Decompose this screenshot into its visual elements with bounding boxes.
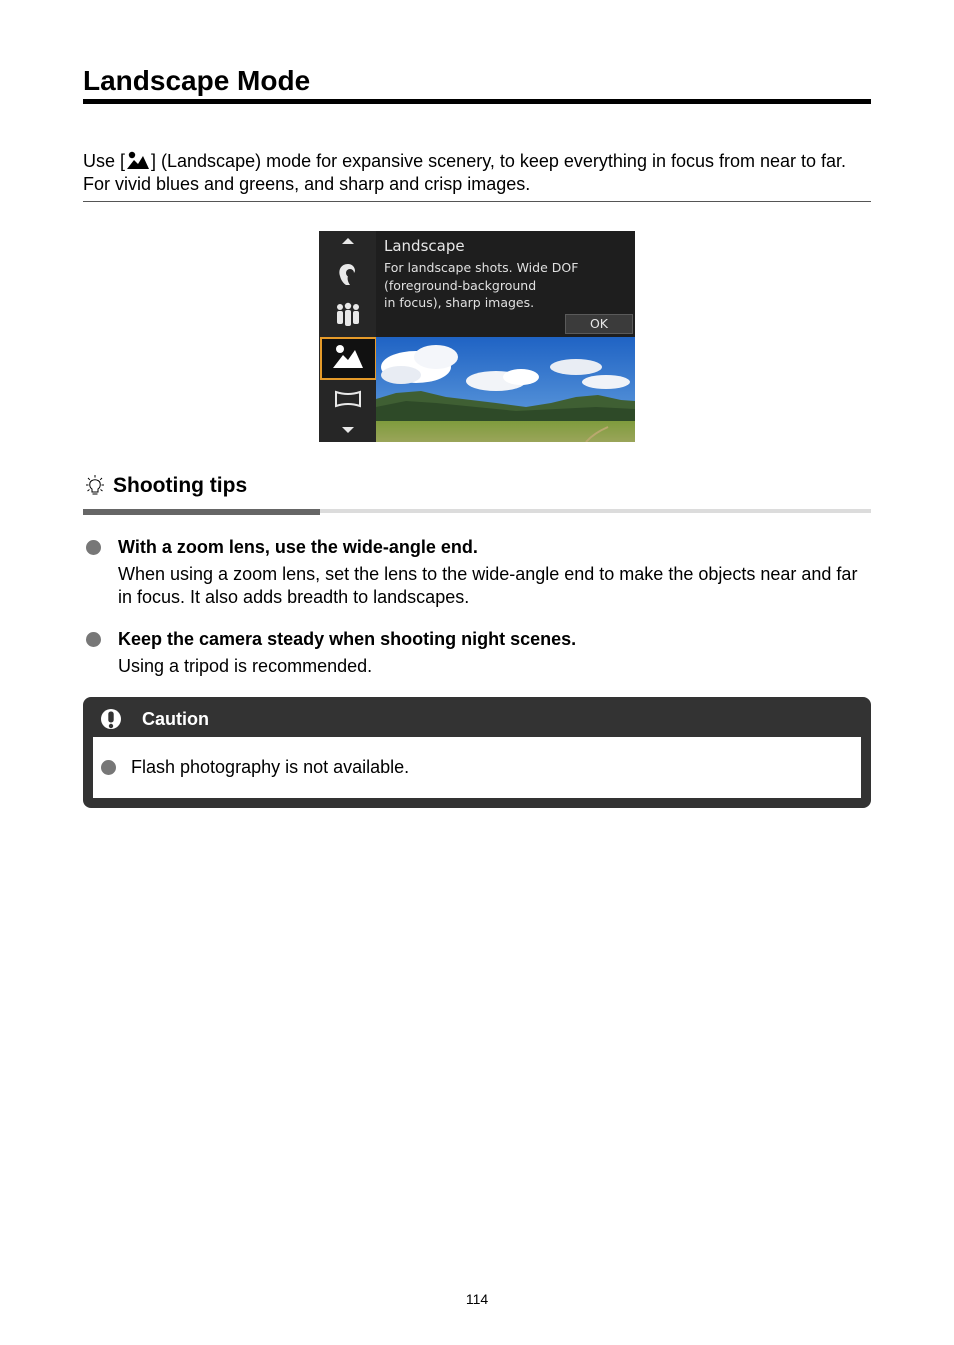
caution-item: Flash photography is not available. [131, 757, 410, 777]
intro-text-before: Use [ [83, 151, 126, 171]
mode-description [384, 259, 629, 312]
bullet-icon [86, 632, 101, 647]
bullet-icon [86, 540, 101, 555]
caution-label: Caution [142, 708, 209, 729]
landscape-icon [319, 343, 376, 369]
title-divider [83, 99, 871, 104]
tip-title: Keep the camera steady when shooting night scenes. [118, 629, 577, 649]
shooting-tips-heading [83, 474, 247, 498]
lightbulb-icon [83, 474, 107, 498]
caution-icon [100, 708, 122, 730]
mode-description-line: For landscape shots. Wide DOF [384, 260, 579, 275]
caution-content [93, 737, 861, 798]
intro-text-after: ] (Landscape) mode for expansive scenery, to keep everything in focus from near to far. For vivid blues and greens, and sharp and crisp images. [83, 151, 847, 194]
up-arrow-icon [319, 237, 376, 245]
intro-divider [83, 201, 871, 202]
panoramic-icon [319, 389, 376, 409]
down-arrow-icon [319, 426, 376, 434]
bullet-icon [101, 760, 116, 775]
tip-body: When using a zoom lens, set the lens to the wide-angle end to make the objects near and far in focus. It also adds breadth to landscapes. [118, 564, 858, 607]
group-photo-icon [319, 302, 376, 328]
shooting-tips-title: Shooting tips [113, 474, 248, 497]
landscape-mode-icon [126, 151, 150, 170]
caution-header [100, 706, 209, 732]
mode-sidebar [319, 231, 376, 442]
tip-title: With a zoom lens, use the wide-angle end. [118, 537, 478, 557]
intro-paragraph [83, 150, 873, 196]
page-title: Landscape Mode [83, 65, 311, 96]
tips-divider-accent [83, 509, 320, 515]
tip-body: Using a tripod is recommended. [118, 656, 373, 676]
camera-screen [319, 231, 635, 442]
ok-button[interactable]: OK [565, 314, 633, 334]
mode-description-panel [376, 231, 635, 337]
portrait-icon [319, 261, 376, 289]
landscape-preview-photo [376, 337, 635, 442]
page-number: 114 [465, 1291, 489, 1307]
mode-title: Landscape [384, 237, 465, 255]
mode-description-line: in focus), sharp images. [384, 295, 535, 310]
caution-box [83, 697, 871, 808]
mode-description-line: (foreground-background [384, 277, 537, 293]
